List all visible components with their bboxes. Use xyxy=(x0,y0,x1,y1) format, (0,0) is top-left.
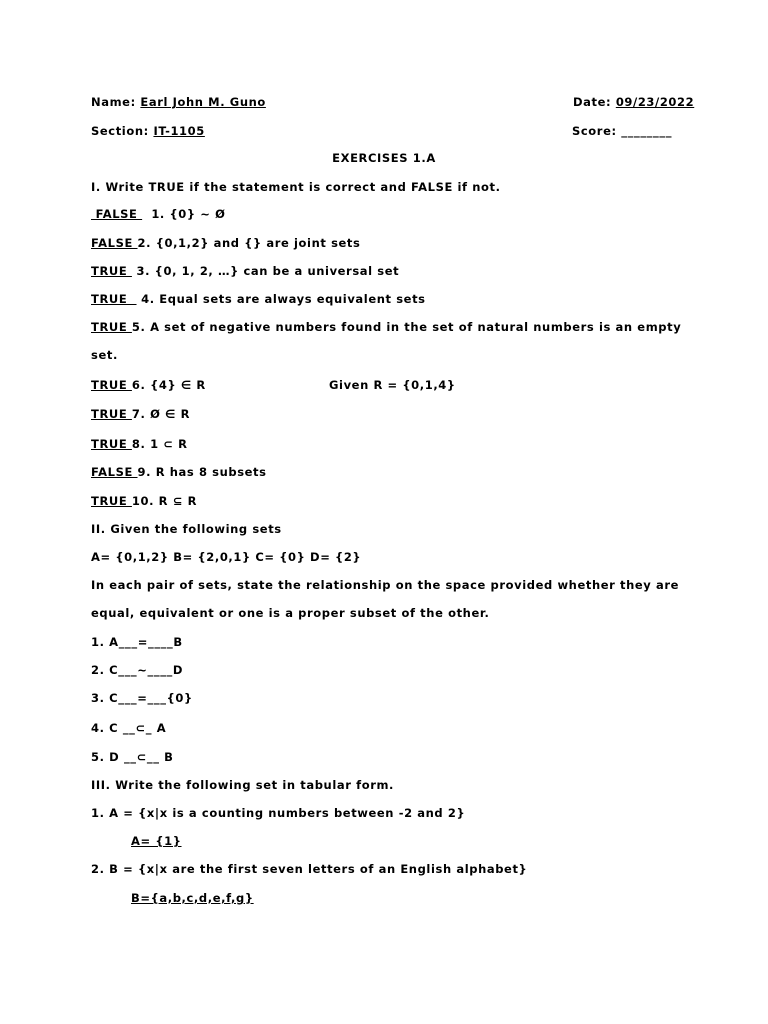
part1-item-3 xyxy=(91,264,399,278)
part1-item-9 xyxy=(91,465,267,479)
pair-prefix: 4. C xyxy=(91,721,123,735)
statement: 1. {0} ~ Ø xyxy=(142,207,226,221)
relationship-answer: ___=___ xyxy=(118,691,167,705)
pair-prefix: 3. C xyxy=(91,691,119,705)
answer: TRUE xyxy=(91,407,132,421)
given-r: Given R = {0,1,4} xyxy=(329,378,456,392)
date-line xyxy=(573,95,694,109)
part2-instruction: II. Given the following sets xyxy=(91,522,282,536)
statement: 8. 1 ⊂ R xyxy=(131,437,188,451)
part2-item-5 xyxy=(91,750,174,764)
section-label: Section: xyxy=(91,124,154,138)
name-line xyxy=(91,95,266,109)
pair-suffix: B xyxy=(159,750,174,764)
relationship-answer: ___=____ xyxy=(118,635,174,649)
answer: FALSE xyxy=(91,465,138,479)
pair-prefix: 5. D xyxy=(91,750,124,764)
answer: TRUE xyxy=(91,292,137,306)
statement: 7. Ø ∈ R xyxy=(131,407,191,421)
pair-suffix: {0} xyxy=(166,691,193,705)
relationship-answer: __⊂_ xyxy=(122,721,153,735)
page-title: EXERCISES 1.A xyxy=(332,151,436,165)
date-label: Date: xyxy=(573,95,616,109)
part1-instruction: I. Write TRUE if the statement is correct and FALSE if not. xyxy=(91,180,501,194)
answer: TRUE xyxy=(91,437,132,451)
pair-suffix: D xyxy=(172,663,184,677)
section-line xyxy=(91,124,205,138)
part1-item-5-continued: set. xyxy=(91,348,118,362)
part1-item-4 xyxy=(91,292,426,306)
part2-description-2: equal, equivalent or one is a proper subset of the other. xyxy=(91,606,490,620)
answer: TRUE xyxy=(91,320,132,334)
relationship-answer: __⊂__ xyxy=(123,750,160,764)
answer: FALSE xyxy=(91,207,143,221)
statement: 9. R has 8 subsets xyxy=(137,465,267,479)
part3-answer-2: B={a,b,c,d,e,f,g} xyxy=(131,891,254,905)
part2-description-1: In each pair of sets, state the relationship on the space provided whether they are xyxy=(91,578,680,592)
part1-item-5 xyxy=(91,320,681,334)
part1-item-10 xyxy=(91,494,197,508)
part1-item-7 xyxy=(91,407,190,421)
part2-item-2 xyxy=(91,663,183,677)
name-label: Name: xyxy=(91,95,141,109)
part2-item-4 xyxy=(91,721,166,735)
part1-item-1 xyxy=(91,207,226,221)
pair-prefix: 1. A xyxy=(91,635,119,649)
part2-sets: A= {0,1,2} B= {2,0,1} C= {0} D= {2} xyxy=(91,550,362,564)
part1-item-6 xyxy=(91,378,206,392)
statement: 6. {4} ∈ R xyxy=(131,378,206,392)
pair-suffix: B xyxy=(173,635,183,649)
score-label: Score: xyxy=(572,124,622,138)
part1-item-8 xyxy=(91,437,188,451)
answer: TRUE xyxy=(91,494,132,508)
score-value: ________ xyxy=(621,124,673,138)
answer: TRUE xyxy=(91,378,132,392)
relationship-answer: ___~____ xyxy=(118,663,173,677)
part2-item-3 xyxy=(91,691,193,705)
statement: 2. {0,1,2} and {} are joint sets xyxy=(137,236,361,250)
statement: 3. {0, 1, 2, …} can be a universal set xyxy=(131,264,400,278)
statement: 4. Equal sets are always equivalent sets xyxy=(136,292,426,306)
statement: 10. R ⊆ R xyxy=(131,494,198,508)
part3-answer-1: A= {1} xyxy=(131,834,182,848)
part3-question-1: 1. A = {x|x is a counting numbers between -2 and 2} xyxy=(91,806,466,820)
part3-instruction: III. Write the following set in tabular form. xyxy=(91,778,395,792)
part2-item-1 xyxy=(91,635,183,649)
date-value: 09/23/2022 xyxy=(615,95,695,109)
section-value: IT-1105 xyxy=(153,124,205,138)
part1-item-2 xyxy=(91,236,360,250)
pair-prefix: 2. C xyxy=(91,663,119,677)
statement: 5. A set of negative numbers found in the set of natural numbers is an empty xyxy=(131,320,682,334)
name-value: Earl John M. Guno xyxy=(140,95,266,109)
answer: FALSE xyxy=(91,236,138,250)
pair-suffix: A xyxy=(152,721,167,735)
score-line xyxy=(572,124,672,138)
part3-question-2: 2. B = {x|x are the first seven letters of an English alphabet} xyxy=(91,862,528,876)
answer: TRUE xyxy=(91,264,132,278)
